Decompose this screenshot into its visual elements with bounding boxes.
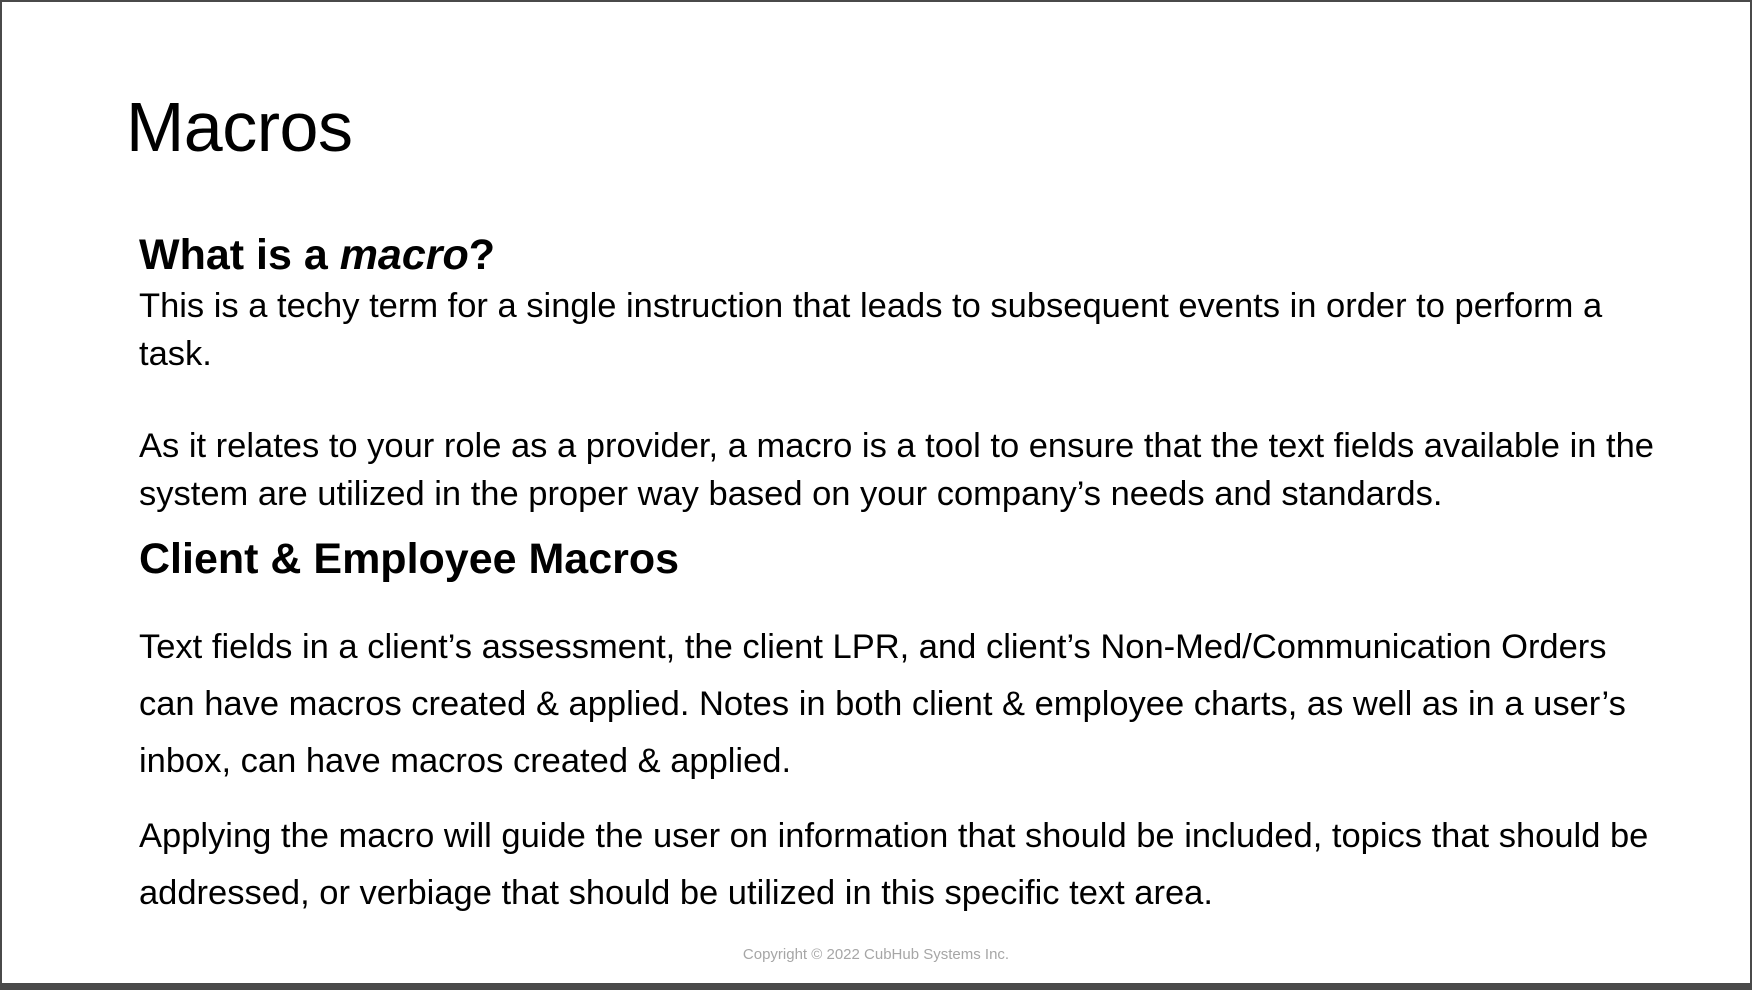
- text-fields-paragraph: Text fields in a client’s assessment, the client LPR, and client’s Non-Med/Communication Orders can have macros created & applied. Notes in both client & employee charts, as well as in a user’s inbox, can have macros created & applied.: [139, 628, 1626, 781]
- slide: [2, 2, 1750, 983]
- section-heading-what-is-macro: [139, 230, 1659, 282]
- heading-emphasis: macro: [339, 231, 469, 279]
- heading-suffix: ?: [468, 231, 496, 279]
- copyright-footer: Copyright © 2022 CubHub Systems Inc.: [742, 946, 1010, 963]
- slide-title: Macros: [126, 88, 353, 166]
- applying-macro-paragraph: Applying the macro will guide the user on information that should be included, topics that should be addressed, or verbiage that should be utilized in this specific text area.: [139, 817, 1649, 913]
- heading-prefix: What is a: [139, 231, 340, 279]
- slide-body: [139, 230, 1659, 922]
- macro-role-paragraph: As it relates to your role as a provider, a macro is a tool to ensure that the text fields available in the system are utilized in the proper way based on your company’s needs and standards.: [139, 426, 1654, 513]
- macro-definition-paragraph: This is a techy term for a single instruction that leads to subsequent events in order to perform a task.: [139, 286, 1603, 373]
- section-heading-client-employee-macros: Client & Employee Macros: [139, 534, 680, 583]
